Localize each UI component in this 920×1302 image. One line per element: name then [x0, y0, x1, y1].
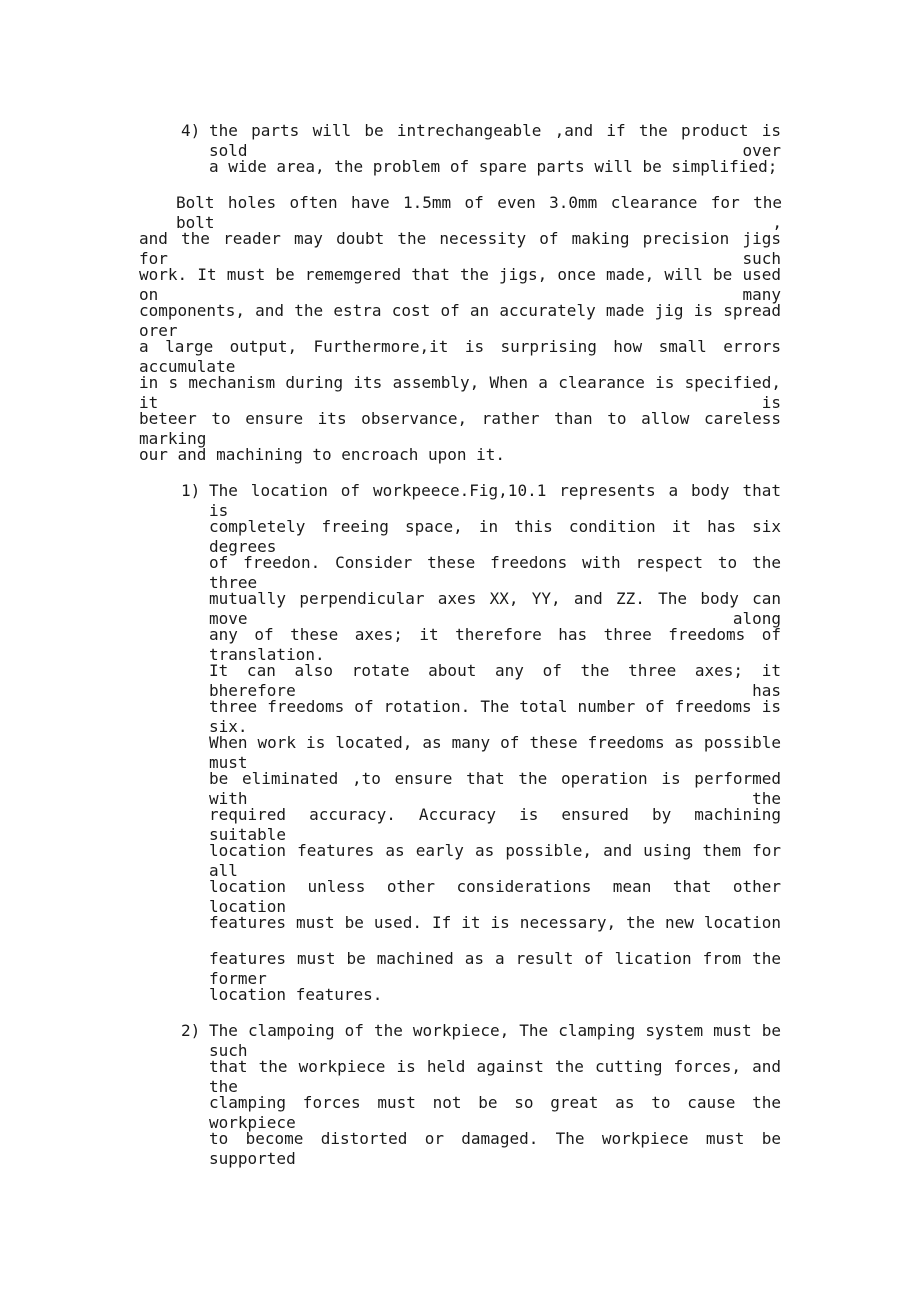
text-line: to become distorted or damaged. The workpiece must be supported [209, 1129, 781, 1168]
text-line: location features. [209, 985, 383, 1004]
text-line: our and machining to encroach upon it. [139, 445, 506, 464]
text-line: features must be machined as a result of lication from the former [209, 949, 781, 988]
list-marker: 4) [181, 121, 201, 140]
text-line: The location of workpeece.Fig,10.1 represents a body that is [209, 481, 781, 520]
text-line: and the reader may doubt the necessity of making precision jigs for such [139, 229, 781, 268]
text-line: completely freeing space, in this condition it has six degrees [209, 517, 781, 556]
text-line: work. It must be rememgered that the jigs, once made, will be used on many [139, 265, 781, 304]
text-line: be eliminated ,to ensure that the operation is performed with the [209, 769, 781, 808]
text-line: in s mechanism during its assembly, When a clearance is specified, it is [139, 373, 781, 412]
text-line: The clampoing of the workpiece, The clamping system must be such [209, 1021, 781, 1060]
text-line: location features as early as possible, and using them for all [209, 841, 781, 880]
text-line: mutually perpendicular axes XX, YY, and ZZ. The body can move along [209, 589, 781, 628]
text-line: of freedon. Consider these freedons with respect to the three [209, 553, 781, 592]
text-line: required accuracy. Accuracy is ensured by machining suitable [209, 805, 781, 844]
text-line: It can also rotate about any of the three axes; it bherefore has [209, 661, 781, 700]
text-line: the parts will be intrechangeable ,and if the product is sold over [209, 121, 781, 160]
text-line: that the workpiece is held against the cutting forces, and the [209, 1057, 781, 1096]
text-line: a large output, Furthermore,it is surprising how small errors accumulate [139, 337, 781, 376]
text-line: components, and the estra cost of an accurately made jig is spread orer [139, 301, 781, 340]
text-line: beteer to ensure its observance, rather than to allow careless marking [139, 409, 781, 448]
list-marker: 2) [181, 1021, 201, 1040]
text-line: a wide area, the problem of spare parts will be simplified; [209, 157, 778, 176]
text-line: features must be used. If it is necessary, the new location [209, 913, 781, 932]
list-marker: 1) [181, 481, 201, 500]
text-line: clamping forces must not be so great as to cause the workpiece [209, 1093, 781, 1132]
text-line: Bolt holes often have 1.5mm of even 3.0mm clearance for the bolt , [176, 193, 782, 232]
text-line: any of these axes; it therefore has three freedoms of translation. [209, 625, 781, 664]
text-line: When work is located, as many of these freedoms as possible must [209, 733, 781, 772]
text-line: location unless other considerations mean that other location [209, 877, 781, 916]
text-line: three freedoms of rotation. The total number of freedoms is six. [209, 697, 781, 736]
